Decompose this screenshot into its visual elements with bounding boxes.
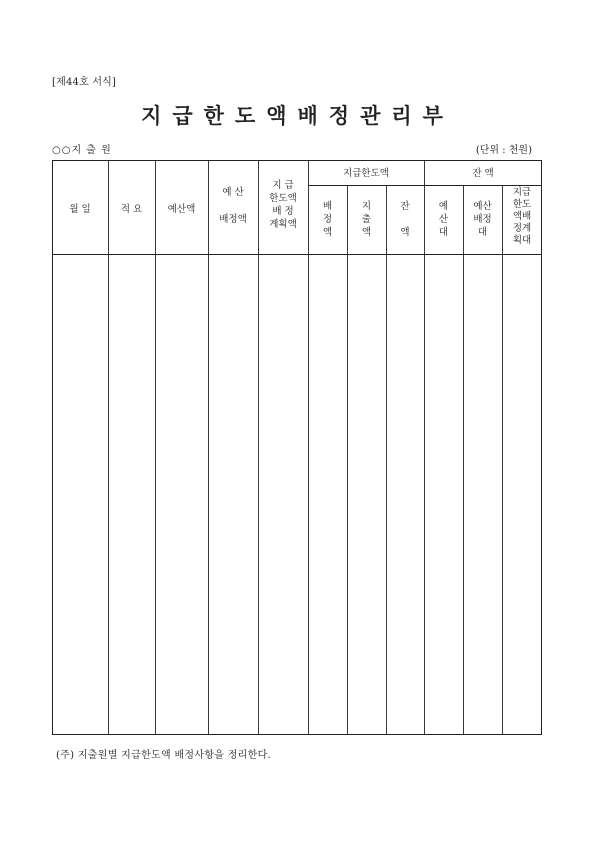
header-limit-balance-c2: 액 [400, 227, 410, 238]
ledger-table [52, 160, 542, 735]
header-limit-spent-c3: 액 [361, 227, 372, 238]
table-body [52, 255, 542, 735]
header-limit-plan-line1: 지 급 [272, 180, 294, 191]
header-limit-balance-c1: 잔 [400, 201, 410, 212]
header-balance-vs-budget-c1: 예 [438, 201, 449, 212]
header-balance-vs-budget [424, 200, 463, 239]
header-limit-allocated-c3: 액 [322, 227, 333, 238]
header-limit-plan-line4: 계획액 [269, 219, 297, 230]
unit-label: (단위 : 천원) [475, 145, 532, 156]
header-balance-vs-plan-c3: 액배 [512, 211, 532, 222]
header-balance-vs-plan-c2: 한도 [512, 199, 532, 210]
header-balance-vs-plan-c1: 지급 [512, 187, 532, 198]
header-balance-group: 잔 액 [472, 168, 494, 179]
header-limit-plan-line2: 한도액 [269, 193, 297, 204]
header-limit-spent-c2: 출 [361, 214, 372, 225]
header-summary: 적 요 [120, 204, 143, 215]
header-limit-plan [258, 179, 308, 231]
header-limit-spent-c1: 지 [361, 201, 372, 212]
header-limit-allocated [308, 200, 347, 239]
header-budget-amount: 예산액 [167, 204, 196, 215]
header-balance-vs-allocation-c1: 예산 [473, 201, 492, 212]
form-number: [제44호 서식] [52, 77, 117, 88]
office-label: ○○지 출 원 [52, 145, 112, 156]
header-balance-vs-budget-c2: 산 [438, 214, 449, 225]
header-limit-allocated-c1: 배 [322, 201, 333, 212]
header-limit-balance [386, 200, 424, 239]
header-balance-vs-allocation-c3: 대 [477, 227, 488, 238]
header-balance-vs-plan [502, 187, 542, 247]
header-balance-vs-budget-c3: 대 [438, 227, 449, 238]
header-balance-vs-plan-c4: 정계 [512, 223, 532, 234]
footnote: (주) 지출원별 지급한도액 배정사항을 정리한다. [56, 750, 272, 761]
header-balance-vs-allocation [463, 200, 502, 239]
header-budget-allocation [208, 186, 258, 226]
header-balance-vs-allocation-c2: 배정 [473, 214, 492, 225]
header-month-day: 월 일 [69, 204, 91, 215]
header-budget-allocation-line1: 예 산 [222, 187, 244, 198]
header-limit-plan-line3: 배 정 [272, 206, 294, 217]
header-budget-allocation-line2: 배정액 [219, 214, 247, 225]
page-title: 지급한도액배정관리부 [141, 103, 454, 128]
header-limit-spent [347, 200, 386, 239]
header-limit-group: 지급한도액 [343, 168, 389, 179]
header-balance-vs-plan-c5: 획대 [512, 235, 532, 246]
header-limit-allocated-c2: 정 [322, 214, 333, 225]
